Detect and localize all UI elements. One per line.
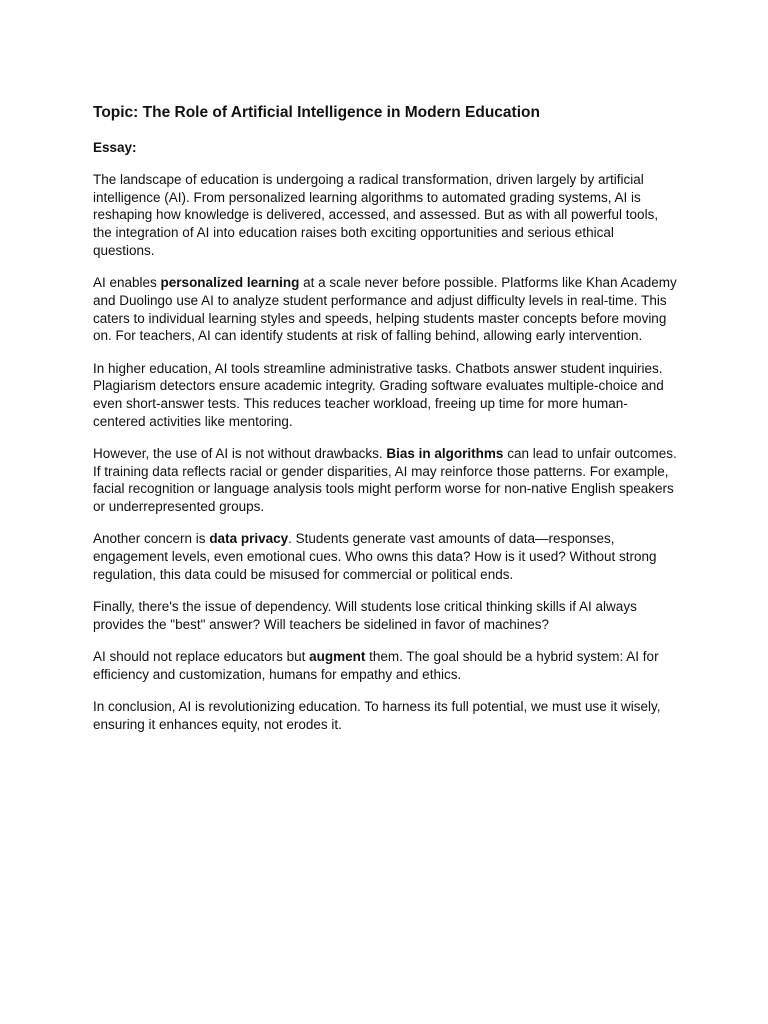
document-title: Topic: The Role of Artificial Intelligence in Modern Education (93, 104, 540, 121)
essay-label: Essay: (93, 140, 137, 155)
paragraph-text: . Students generate vast amounts of data—responses, engagement levels, even emotional cues. Who owns this data? How is it used? Without strong regulation, this data could be misused for commercial or political ends. (93, 531, 657, 582)
paragraph-personalized-learning (93, 274, 678, 345)
paragraph-text: can lead to unfair outcomes. If training data reflects racial or gender disparities, AI may reinforce those patterns. For example, facial recognition or language analysis tools might perform worse for non-native English speakers or underrepresented groups. (93, 445, 677, 515)
paragraph-intro: The landscape of education is undergoing a radical transformation, driven largely by artificial intelligence (AI). From personalized learning algorithms to automated grading systems, AI is reshaping how knowledge is delivered, accessed, and assessed. But as with all powerful tools, the integration of AI into education raises both exciting opportunities and serious ethical questions. (93, 172, 659, 258)
paragraph-conclusion: In conclusion, AI is revolutionizing education. To harness its full potential, we must use it wisely, ensuring it enhances equity, not erodes it. (93, 699, 661, 732)
paragraph-dependency: Finally, there's the issue of dependency. Will students lose critical thinking skills if AI always provides the "best" answer? Will teachers be sidelined in favor of machines? (93, 599, 637, 632)
paragraph-augment (93, 648, 678, 683)
paragraph-text: AI should not replace educators but (93, 649, 310, 665)
emphasis-bias-in-algorithms: Bias in algorithms (386, 445, 504, 461)
paragraph-bias (93, 445, 678, 516)
paragraph-higher-education: In higher education, AI tools streamline administrative tasks. Chatbots answer student inquiries. Plagiarism detectors ensure academic integrity. Grading software evaluates multiple-choice and even short-answer tests. This reduces teacher workload, freeing up time for more human-centered activities like mentoring. (93, 360, 664, 429)
paragraph-text: However, the use of AI is not without drawbacks. (93, 445, 387, 461)
emphasis-augment: augment (309, 649, 366, 665)
document-page (93, 103, 678, 748)
emphasis-personalized-learning: personalized learning (160, 275, 300, 291)
emphasis-data-privacy: data privacy (209, 531, 289, 547)
paragraph-text: them. The goal should be a hybrid system: AI for efficiency and customization, humans for empathy and ethics. (93, 649, 659, 682)
paragraph-data-privacy (93, 530, 678, 583)
paragraph-text: at a scale never before possible. Platforms like Khan Academy and Duolingo use AI to analyze student performance and adjust difficulty levels in real-time. This caters to individual learning styles and speeds, helping students master concepts before moving on. For teachers, AI can identify students at risk of falling behind, allowing early intervention. (93, 275, 677, 344)
paragraph-text: Another concern is (93, 531, 210, 547)
paragraph-text: AI enables (93, 275, 161, 291)
